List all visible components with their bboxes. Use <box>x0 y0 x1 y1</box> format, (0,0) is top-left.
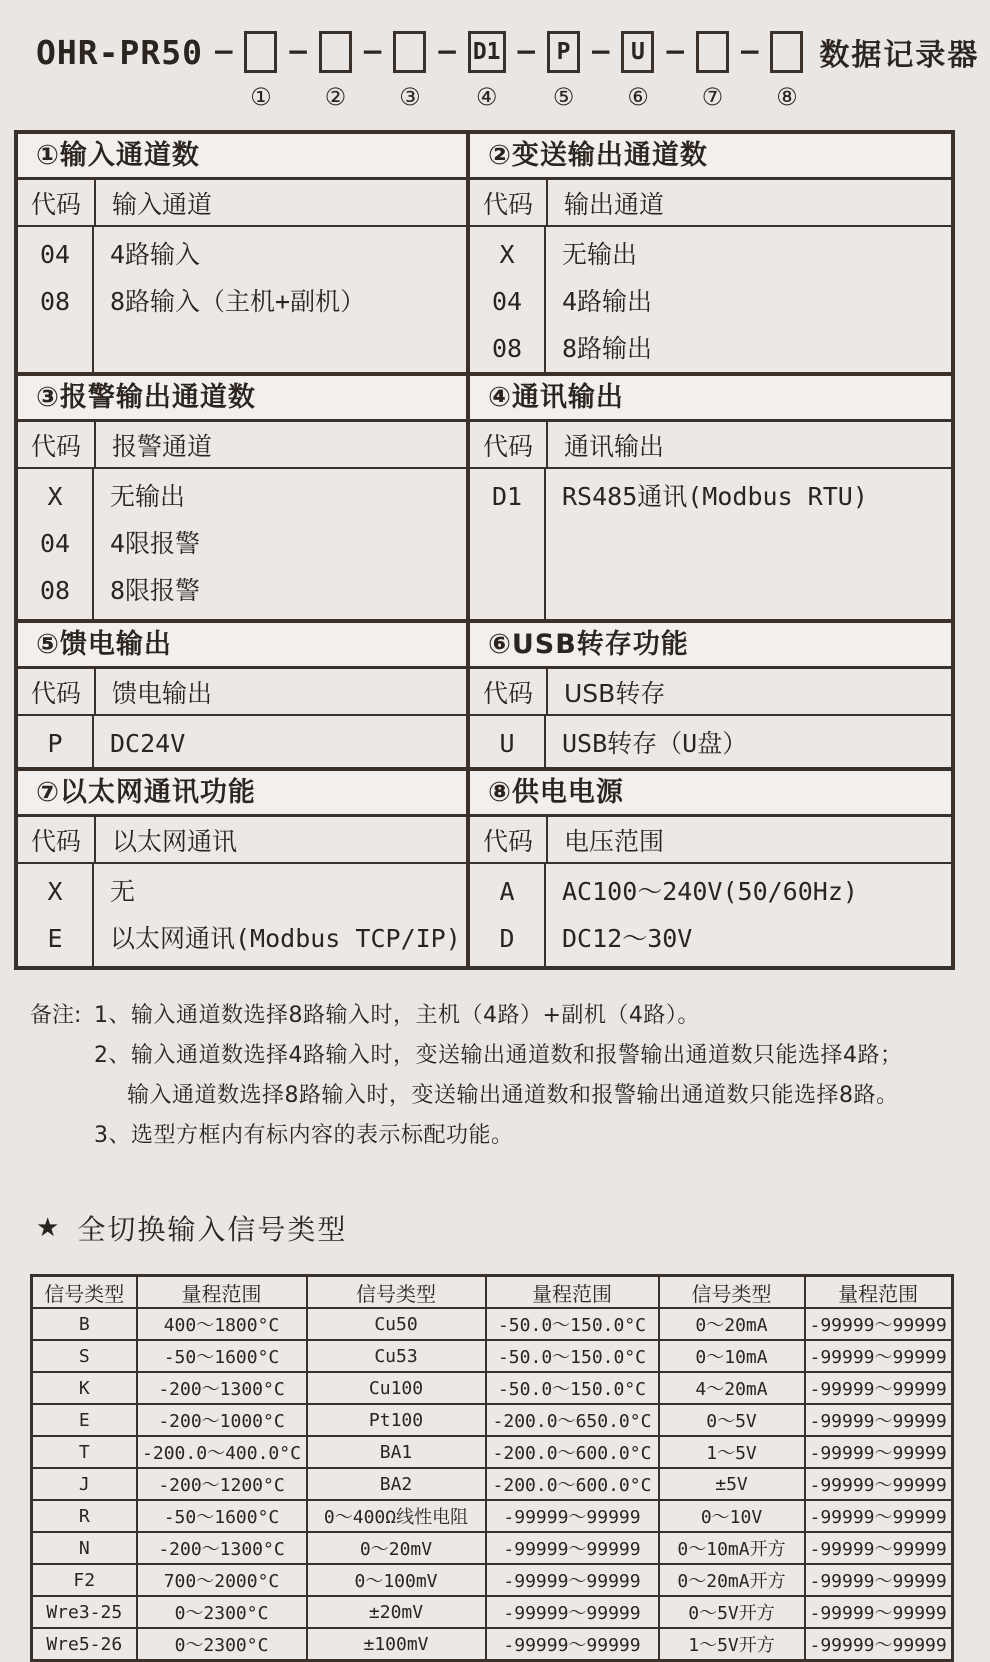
cell: 0～2300°C <box>137 1628 307 1661</box>
code-header: 代码 <box>18 669 96 714</box>
cell: 0～20mV <box>307 1532 486 1564</box>
section-title: ②变送输出通道数 <box>470 134 951 180</box>
section-header <box>18 180 466 227</box>
option-code: P <box>47 729 63 758</box>
dash-separator: − <box>589 35 613 68</box>
code-header: 代码 <box>470 817 548 862</box>
notes-label: 备注: <box>30 1003 82 1028</box>
option-desc: 无输出 <box>562 240 638 269</box>
cell: 0～2300°C <box>137 1596 307 1628</box>
option-code: U <box>499 729 515 758</box>
cell: -50.0～150.0°C <box>486 1372 659 1404</box>
cell: ±5V <box>659 1468 805 1500</box>
desc-header: USB转存 <box>564 678 666 708</box>
circled-number-3: ③ <box>399 83 421 111</box>
model-prefix: OHR-PR50 <box>36 32 203 72</box>
cell: 0～10mA开方 <box>659 1532 805 1564</box>
note-line: 1、输入通道数选择8路输入时，主机（4路）+副机（4路）。 <box>94 1003 700 1028</box>
dash-separator: − <box>211 35 236 68</box>
cell: -99999～99999 <box>805 1628 953 1661</box>
option-desc: 8限报警 <box>110 576 201 605</box>
cell: -99999～99999 <box>805 1500 953 1532</box>
code-header: 代码 <box>18 180 96 225</box>
cell: -200.0～650.0°C <box>486 1404 659 1436</box>
model-box-6: U <box>621 31 654 73</box>
desc-header: 输入通道 <box>112 189 213 219</box>
model-segment-8 <box>770 31 803 111</box>
cell: -200～1300°C <box>137 1532 307 1564</box>
selection-table <box>14 130 955 970</box>
model-box-4: D1 <box>468 31 506 73</box>
table-row <box>32 1308 953 1340</box>
cell: J <box>32 1468 137 1500</box>
section-body <box>18 469 466 619</box>
cell: 0～100mV <box>307 1564 486 1596</box>
cell: R <box>32 1500 137 1532</box>
circled-number-5: ⑤ <box>552 83 575 111</box>
section-title: ④通讯输出 <box>470 376 951 422</box>
col-header: 信号类型 <box>659 1276 805 1309</box>
model-code-line <box>0 0 990 130</box>
signal-type-table <box>30 1274 954 1662</box>
section-ethernet <box>18 767 470 966</box>
cell: 4～20mA <box>659 1372 805 1404</box>
cell: -50.0～150.0°C <box>486 1340 659 1372</box>
model-segment-4 <box>468 31 506 111</box>
section-power-supply <box>470 767 951 966</box>
cell: 700～2000°C <box>137 1564 307 1596</box>
table-row <box>32 1532 953 1564</box>
section-body <box>470 227 951 372</box>
model-segment-6 <box>621 31 654 111</box>
option-code: D <box>499 924 515 953</box>
product-name: 数据记录器 <box>819 38 980 73</box>
col-header: 量程范围 <box>805 1276 953 1309</box>
note-line: 输入通道数选择8路输入时，变送输出通道数和报警输出通道数只能选择8路。 <box>127 1083 899 1108</box>
table-row <box>32 1404 953 1436</box>
model-segment-1 <box>244 31 277 111</box>
desc-header: 报警通道 <box>112 431 213 461</box>
option-code: 04 <box>39 240 71 269</box>
cell: -99999～99999 <box>486 1500 659 1532</box>
col-header: 信号类型 <box>307 1276 486 1309</box>
cell: -200.0～600.0°C <box>486 1468 659 1500</box>
cell: -99999～99999 <box>486 1532 659 1564</box>
cell: -99999～99999 <box>805 1340 953 1372</box>
cell: Wre3-25 <box>32 1596 137 1628</box>
model-box-1 <box>244 31 277 73</box>
cell: -50.0～150.0°C <box>486 1308 659 1340</box>
cell: -50～1600°C <box>137 1340 307 1372</box>
cell: -99999～99999 <box>805 1532 953 1564</box>
cell: -200～1000°C <box>137 1404 307 1436</box>
dash-separator: − <box>737 35 762 68</box>
option-desc: DC12～30V <box>562 924 693 953</box>
option-desc: 无 <box>110 877 136 906</box>
option-code: X <box>47 877 63 906</box>
section-header <box>470 180 951 227</box>
circled-number-8: ⑧ <box>776 83 798 111</box>
desc-header: 通讯输出 <box>564 431 665 461</box>
circled-number-1: ① <box>250 83 272 111</box>
model-segment-2 <box>319 31 352 111</box>
section-feed-output <box>18 619 470 767</box>
section-header <box>470 817 951 864</box>
cell: -200～1200°C <box>137 1468 307 1500</box>
section-input-channels <box>18 134 470 372</box>
table-row <box>32 1500 953 1532</box>
code-header: 代码 <box>470 180 548 225</box>
cell: 1～5V开方 <box>659 1628 805 1661</box>
cell: F2 <box>32 1564 137 1596</box>
table-row <box>32 1372 953 1404</box>
option-desc: 8路输入（主机+副机） <box>110 287 366 316</box>
signal-table-header-row <box>32 1276 953 1309</box>
section-title: ⑦以太网通讯功能 <box>18 771 466 817</box>
option-desc: 8路输出 <box>562 334 653 363</box>
circled-number-7: ⑦ <box>701 83 724 111</box>
option-desc: 4路输入 <box>110 240 201 269</box>
cell: N <box>32 1532 137 1564</box>
cell: -99999～99999 <box>805 1468 953 1500</box>
section-title: ⑥USB转存功能 <box>470 623 951 669</box>
section-body <box>470 864 951 966</box>
code-header: 代码 <box>18 817 96 862</box>
note-line: 2、输入通道数选择4路输入时，变送输出通道数和报警输出通道数只能选择4路； <box>94 1043 903 1068</box>
cell: -99999～99999 <box>805 1564 953 1596</box>
cell: -200.0～600.0°C <box>486 1436 659 1468</box>
model-segment-7 <box>696 31 729 111</box>
cell: BA1 <box>307 1436 486 1468</box>
desc-header: 电压范围 <box>564 826 665 856</box>
cell: ±20mV <box>307 1596 486 1628</box>
table-row <box>32 1628 953 1661</box>
dash-separator: − <box>286 35 310 68</box>
cell: -200.0～400.0°C <box>137 1436 307 1468</box>
circled-number-2: ② <box>324 83 347 111</box>
cell: -99999～99999 <box>805 1308 953 1340</box>
table-row <box>32 1436 953 1468</box>
cell: Cu53 <box>307 1340 486 1372</box>
col-header: 量程范围 <box>137 1276 307 1309</box>
section-header <box>18 422 466 469</box>
option-code: D1 <box>491 482 523 511</box>
section-title: ⑧供电电源 <box>470 771 951 817</box>
option-desc: 无输出 <box>110 482 186 511</box>
option-code: A <box>499 877 515 906</box>
cell: Cu100 <box>307 1372 486 1404</box>
cell: -99999～99999 <box>805 1436 953 1468</box>
section-header <box>470 422 951 469</box>
cell: 400～1800°C <box>137 1308 307 1340</box>
option-desc: DC24V <box>110 729 186 758</box>
section-header <box>18 669 466 716</box>
model-box-7 <box>696 31 729 73</box>
dash-separator: − <box>360 35 385 68</box>
section-usb-function <box>470 619 951 767</box>
note-line: 3、选型方框内有标内容的表示标配功能。 <box>94 1123 514 1148</box>
option-desc: 以太网通讯(Modbus TCP/IP) <box>110 924 461 953</box>
table-row <box>32 1340 953 1372</box>
cell: Cu50 <box>307 1308 486 1340</box>
section-alarm-outputs <box>18 372 470 619</box>
option-code: 04 <box>39 529 71 558</box>
model-box-8 <box>770 31 803 73</box>
cell: -99999～99999 <box>805 1596 953 1628</box>
cell: T <box>32 1436 137 1468</box>
cell: 0～20mA开方 <box>659 1564 805 1596</box>
section-title: ⑤馈电输出 <box>18 623 466 669</box>
option-code: X <box>47 482 63 511</box>
cell: 0～5V开方 <box>659 1596 805 1628</box>
cell: Pt100 <box>307 1404 486 1436</box>
star-icon: ★ <box>36 1213 62 1243</box>
desc-header: 以太网通讯 <box>112 826 238 856</box>
option-code: 08 <box>39 576 71 605</box>
cell: 0～5V <box>659 1404 805 1436</box>
cell: 0～10V <box>659 1500 805 1532</box>
notes <box>30 996 990 1156</box>
option-desc: USB转存（U盘） <box>562 729 748 758</box>
option-code: 04 <box>491 287 523 316</box>
section-body <box>470 716 951 767</box>
cell: S <box>32 1340 137 1372</box>
col-header: 量程范围 <box>486 1276 659 1309</box>
section-body <box>18 716 466 767</box>
col-header: 信号类型 <box>32 1276 137 1309</box>
cell: ±100mV <box>307 1628 486 1661</box>
cell: Wre5-26 <box>32 1628 137 1661</box>
table-row <box>32 1564 953 1596</box>
cell: 0～400Ω线性电阻 <box>307 1500 486 1532</box>
model-segment-5 <box>547 31 580 111</box>
circled-number-6: ⑥ <box>627 83 649 111</box>
section-body <box>470 469 951 619</box>
model-box-5: P <box>547 31 580 73</box>
cell: K <box>32 1372 137 1404</box>
section-comm-output <box>470 372 951 619</box>
section-transmit-outputs <box>470 134 951 372</box>
section-header <box>18 817 466 864</box>
cell: -99999～99999 <box>486 1628 659 1661</box>
signal-table-heading-row <box>36 1208 990 1248</box>
code-header: 代码 <box>18 422 96 467</box>
section-body <box>18 864 466 966</box>
cell: -99999～99999 <box>486 1564 659 1596</box>
code-header: 代码 <box>470 669 548 714</box>
table-row <box>32 1468 953 1500</box>
option-code: E <box>47 924 63 953</box>
code-header: 代码 <box>470 422 548 467</box>
cell: 0～10mA <box>659 1340 805 1372</box>
cell: -99999～99999 <box>805 1404 953 1436</box>
option-code: X <box>499 240 515 269</box>
dash-separator: − <box>435 35 459 68</box>
option-code: 08 <box>491 334 523 363</box>
cell: -50～1600°C <box>137 1500 307 1532</box>
section-title: ①输入通道数 <box>18 134 466 180</box>
option-desc: RS485通讯(Modbus RTU) <box>562 482 868 511</box>
option-desc: 4路输出 <box>562 287 653 316</box>
desc-header: 输出通道 <box>564 189 665 219</box>
cell: BA2 <box>307 1468 486 1500</box>
signal-table-heading: 全切换输入信号类型 <box>77 1213 348 1246</box>
cell: 1～5V <box>659 1436 805 1468</box>
cell: -200～1300°C <box>137 1372 307 1404</box>
cell: 0～20mA <box>659 1308 805 1340</box>
model-segment-3 <box>393 31 426 111</box>
cell: -99999～99999 <box>486 1596 659 1628</box>
option-code: 08 <box>39 287 71 316</box>
dash-separator: − <box>663 35 687 68</box>
cell: B <box>32 1308 137 1340</box>
section-body <box>18 227 466 372</box>
model-box-3 <box>393 31 426 73</box>
model-box-2 <box>319 31 352 73</box>
dash-separator: − <box>514 35 538 68</box>
option-desc: 4限报警 <box>110 529 201 558</box>
notes-lines <box>94 996 903 1156</box>
section-header <box>470 669 951 716</box>
desc-header: 馈电输出 <box>112 678 213 708</box>
circled-number-4: ④ <box>475 83 498 111</box>
section-title: ③报警输出通道数 <box>18 376 466 422</box>
cell: -99999～99999 <box>805 1372 953 1404</box>
cell: E <box>32 1404 137 1436</box>
option-desc: AC100～240V(50/60Hz) <box>562 877 858 906</box>
